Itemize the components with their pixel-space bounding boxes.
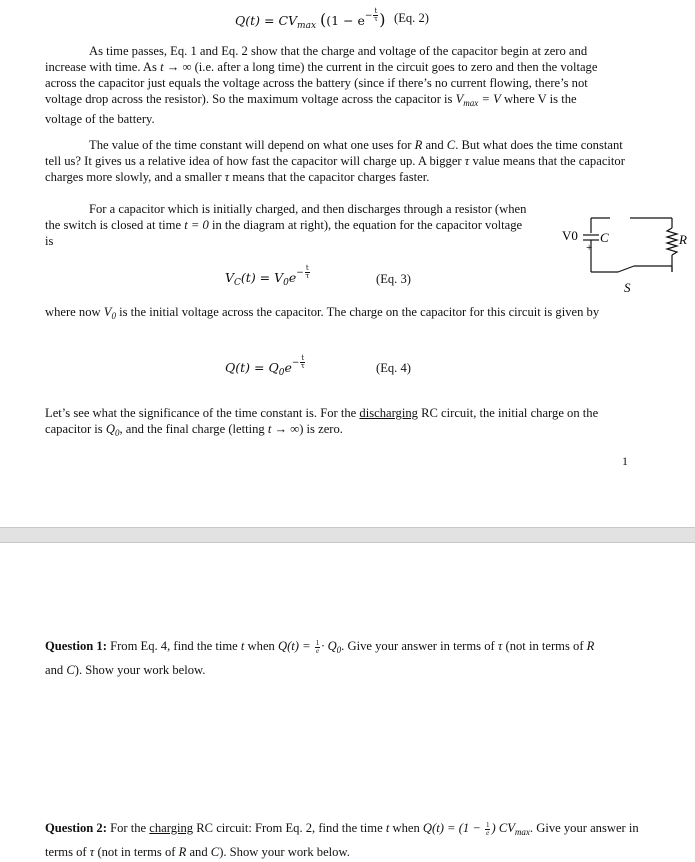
- eq2-paren-open: (1 − e: [326, 13, 365, 28]
- circuit-r-label: R: [679, 232, 687, 247]
- paragraph-discharge-intro: For a capacitor which is initially charged, and then discharges through a resistor (when the switch is closed at time t = 0 in the diagram at right), the equation for the capacitor voltage is: [45, 202, 527, 248]
- equation-4: $Q(t) = Q_0e^{- \frac{t}{\tau}}$: [225, 354, 305, 378]
- equation-2: $Q(t) = CV_{max}$ (($1 - e^{- \frac{t}{\tau}}$ ): [235, 7, 386, 31]
- paragraph-significance: Let’s see what the significance of the time constant is. For the discharging RC circuit, the initial charge on the capacitor is $Q_0$, and the final charge (letting t → ∞) is zero.: [45, 406, 599, 438]
- equation-4-label: (Eq. 4): [376, 361, 411, 375]
- question-1-title: Question 1:: [45, 639, 107, 653]
- paragraph-v0-definition: where now $V_0$ is the initial voltage across the capacitor. The charge on the capacitor for this circuit is given by: [45, 305, 600, 321]
- question-2-title: Question 2:: [45, 821, 107, 835]
- rc-circuit-diagram: [560, 200, 690, 300]
- circuit-s-label: S: [624, 280, 631, 295]
- circuit-v0-label: V0: [562, 228, 578, 243]
- question-1: Question 1: From Eq. 4, find the time t when Q(t) = $\frac{1}{e}\cdot Q_0$. Give your answer in terms of τ (not in terms of R and C). Show your work below.: [45, 638, 595, 677]
- circuit-c-label: C: [600, 230, 609, 245]
- page-number: 1: [622, 454, 628, 468]
- circuit-plus-label: +: [586, 242, 593, 254]
- equation-3-label: (Eq. 3): [376, 272, 411, 286]
- paragraph-time-constant: The value of the time constant will depend on what one uses for R and C. But what does the time constant tell us? It gives us a relative idea of how fast the capacitor will charge up. A bigger τ value means that the capacitor charges more slowly, and a smaller τ means that the capacitor charges faster.: [45, 138, 625, 184]
- page-separator: [0, 527, 695, 543]
- equation-2-label: (Eq. 2): [394, 11, 429, 25]
- question-2: Question 2: For the charging RC circuit: From Eq. 2, find the time t when Q(t) = (1 − $\frac{1}{e}$) $CV_{max}$. Give your answer in terms of τ (not in terms of R and C). Show your work below.: [45, 820, 639, 859]
- equation-3: $V_C(t) = V_0e^{- \frac{t}{\tau}}$: [225, 264, 310, 288]
- paragraph-time-passes: As time passes, Eq. 1 and Eq. 2 show that the charge and voltage of the capacitor begin at zero and increase with time. As t → ∞ (i.e. after a long time) the current in the circuit goes to zero and then the voltage across the capacitor just equals the voltage across the battery (since if there’s no current flowing, there’s not voltage drop across the resistor). So the maximum voltage across the capacitor is $V_{max} = V$ where V is the voltage of the battery.: [45, 44, 598, 126]
